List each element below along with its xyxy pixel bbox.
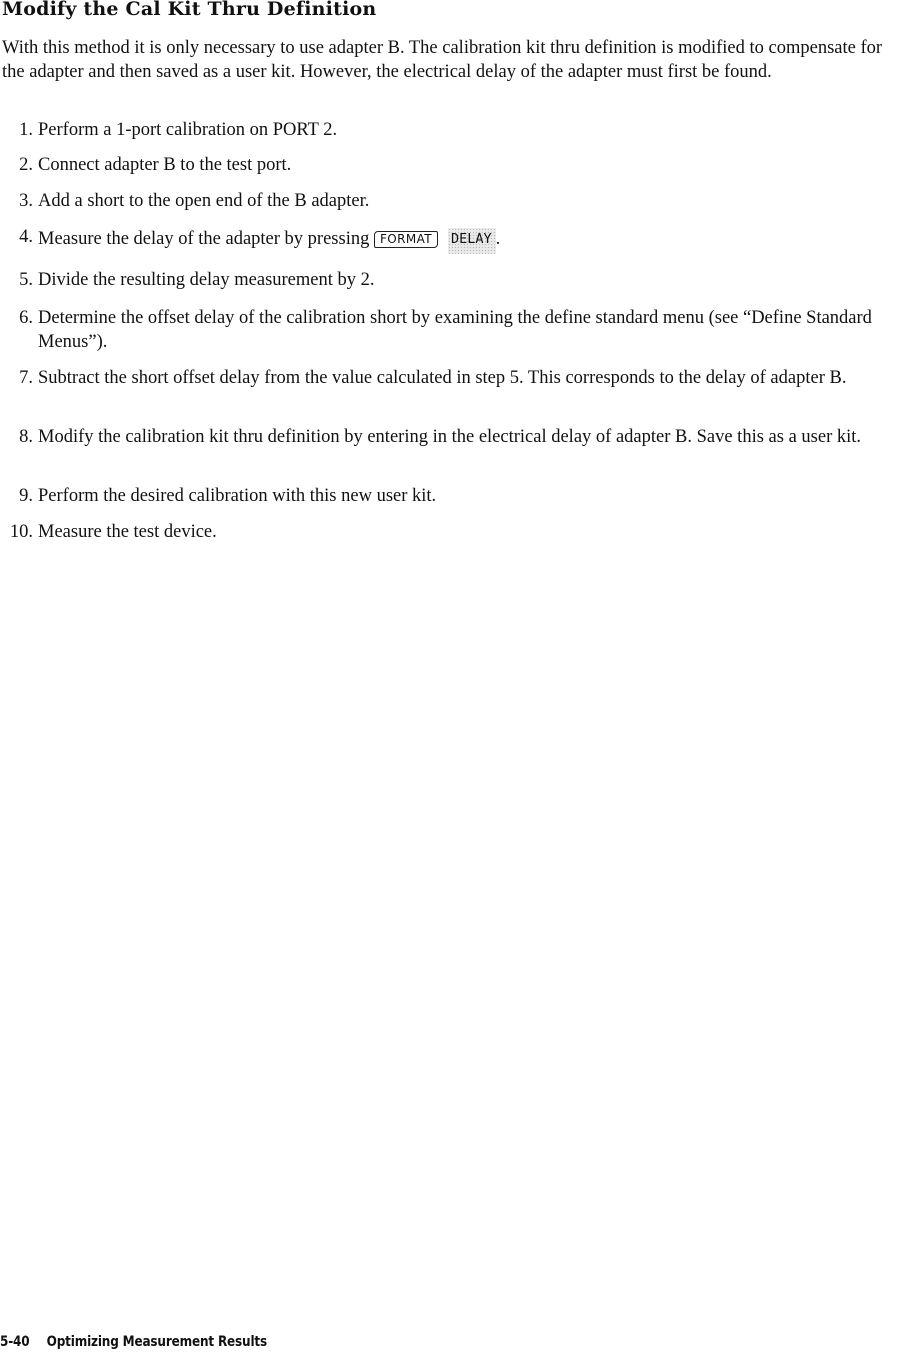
step-text: Determine the offset delay of the calibration short by examining the define standard menu (see “Define Standard Menus”). (38, 308, 872, 352)
format-key[interactable]: FORMAT (374, 231, 438, 248)
page-number: 5-40 (0, 1334, 30, 1350)
step-text: Perform the desired calibration with this new user kit. (38, 486, 437, 506)
section-heading: Modify the Cal Kit Thru Definition (2, 0, 377, 20)
step-number: 3. (19, 191, 33, 211)
step-text (38, 227, 898, 254)
step-number: 5. (19, 270, 33, 290)
step-text: Modify the calibration kit thru definition by entering in the electrical delay of adapter B. Save this as a user kit. (38, 427, 862, 447)
step-text: Perform a 1-port calibration on PORT 2. (38, 120, 338, 140)
step-number: 2. (19, 155, 33, 175)
footer-section-title: Optimizing Measurement Results (46, 1334, 267, 1350)
step-text: Add a short to the open end of the B adapter. (38, 191, 370, 211)
step-text: Subtract the short offset delay from the value calculated in step 5. This corresponds to the delay of adapter B. (38, 368, 847, 388)
step-text: Measure the test device. (38, 522, 217, 542)
intro-paragraph: With this method it is only necessary to use adapter B. The calibration kit thru definition is modified to compensate for the adapter and then saved as a user kit. However, the electrical delay of the adapter must first be found. (2, 38, 883, 82)
step-text-end: . (495, 229, 501, 249)
step-text: Connect adapter B to the test port. (38, 155, 292, 175)
step-number: 8. (19, 427, 33, 447)
step-text: Divide the resulting delay measurement by 2. (38, 270, 375, 290)
step-number: 7. (19, 368, 33, 388)
step-text-lead: Measure the delay of the adapter by pressing (38, 229, 370, 249)
step-number: 10. (9, 522, 33, 542)
page-footer (0, 1334, 267, 1350)
step-number: 4. (19, 227, 33, 247)
step-number: 1. (19, 120, 33, 140)
delay-softkey[interactable]: DELAY (448, 228, 496, 254)
step-number: 6. (19, 308, 33, 328)
step-number: 9. (19, 486, 33, 506)
